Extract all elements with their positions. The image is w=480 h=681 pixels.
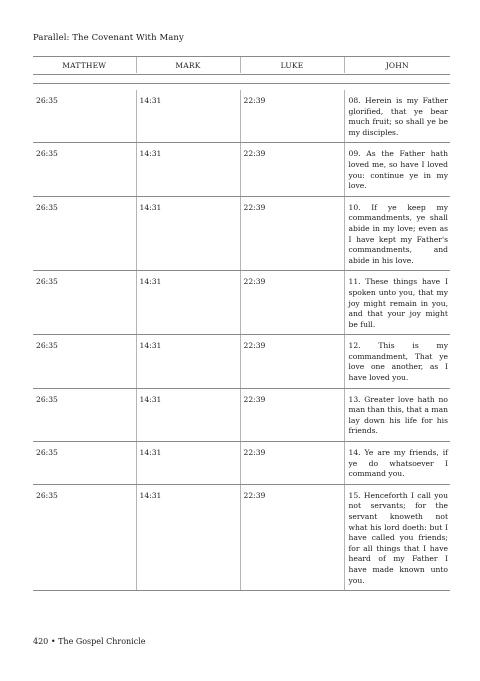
luke-cell: 22:39 xyxy=(240,271,344,335)
john-cell: 12. This is my commandment, That ye love one another, as I have loved you. xyxy=(344,335,450,388)
luke-cell: 22:39 xyxy=(240,143,344,196)
john-cell: 13. Greater love hath no man than this, that a man lay down his life for his friends. xyxy=(344,388,450,441)
matthew-cell: 26:35 xyxy=(33,388,136,441)
mark-cell: 14:31 xyxy=(136,143,240,196)
mark-cell: 14:31 xyxy=(136,196,240,271)
matthew-cell: 26:35 xyxy=(33,90,136,143)
table-row xyxy=(33,196,450,271)
john-cell: 10. If ye keep my commandments, ye shall abide in my love; even as I have kept my Father's commandments, and abide in his love. xyxy=(344,196,450,271)
column-header-luke: LUKE xyxy=(240,57,344,73)
matthew-cell: 26:35 xyxy=(33,143,136,196)
column-header-john: JOHN xyxy=(344,57,450,73)
column-header-mark: MARK xyxy=(136,57,240,73)
page-title: Parallel: The Covenant With Many xyxy=(33,33,184,43)
table-row xyxy=(33,484,450,590)
table-row xyxy=(33,271,450,335)
mark-cell: 14:31 xyxy=(136,388,240,441)
table-row xyxy=(33,388,450,441)
luke-cell: 22:39 xyxy=(240,90,344,143)
column-header-matthew: MATTHEW xyxy=(62,60,107,70)
parallel-table xyxy=(33,90,450,591)
table-row xyxy=(33,442,450,485)
table-row xyxy=(33,143,450,196)
page-footer: 420 • The Gospel Chronicle xyxy=(33,637,146,646)
luke-cell: 22:39 xyxy=(240,335,344,388)
john-cell: 08. Herein is my Father glorified, that ye bear much fruit; so shall ye be my disciples. xyxy=(344,90,450,143)
header-bottom-rule xyxy=(33,74,450,75)
column-header-row xyxy=(33,57,450,73)
luke-cell: 22:39 xyxy=(240,484,344,590)
matthew-cell: 26:35 xyxy=(33,271,136,335)
matthew-cell: 26:35 xyxy=(33,442,136,485)
matthew-cell: 26:35 xyxy=(33,335,136,388)
matthew-cell: 26:35 xyxy=(33,484,136,590)
luke-cell: 22:39 xyxy=(240,442,344,485)
mark-cell: 14:31 xyxy=(136,90,240,143)
john-cell: 11. These things have I spoken unto you, that my joy might remain in you, and that your joy might be full. xyxy=(344,271,450,335)
luke-cell: 22:39 xyxy=(240,196,344,271)
table-row xyxy=(33,335,450,388)
john-cell: 14. Ye are my friends, if ye do whatsoever I command you. xyxy=(344,442,450,485)
john-cell: 15. Henceforth I call you not servants; for the servant knoweth not what his lord doeth: but I have called you friends; for all things that I have heard of my Father I have made known unto you. xyxy=(344,484,450,590)
mark-cell: 14:31 xyxy=(136,335,240,388)
luke-cell: 22:39 xyxy=(240,388,344,441)
table-row xyxy=(33,90,450,143)
mark-cell: 14:31 xyxy=(136,271,240,335)
table-top-rule xyxy=(33,83,450,84)
matthew-cell: 26:35 xyxy=(33,196,136,271)
john-cell: 09. As the Father hath loved me, so have I loved you: continue ye in my love. xyxy=(344,143,450,196)
mark-cell: 14:31 xyxy=(136,442,240,485)
mark-cell: 14:31 xyxy=(136,484,240,590)
